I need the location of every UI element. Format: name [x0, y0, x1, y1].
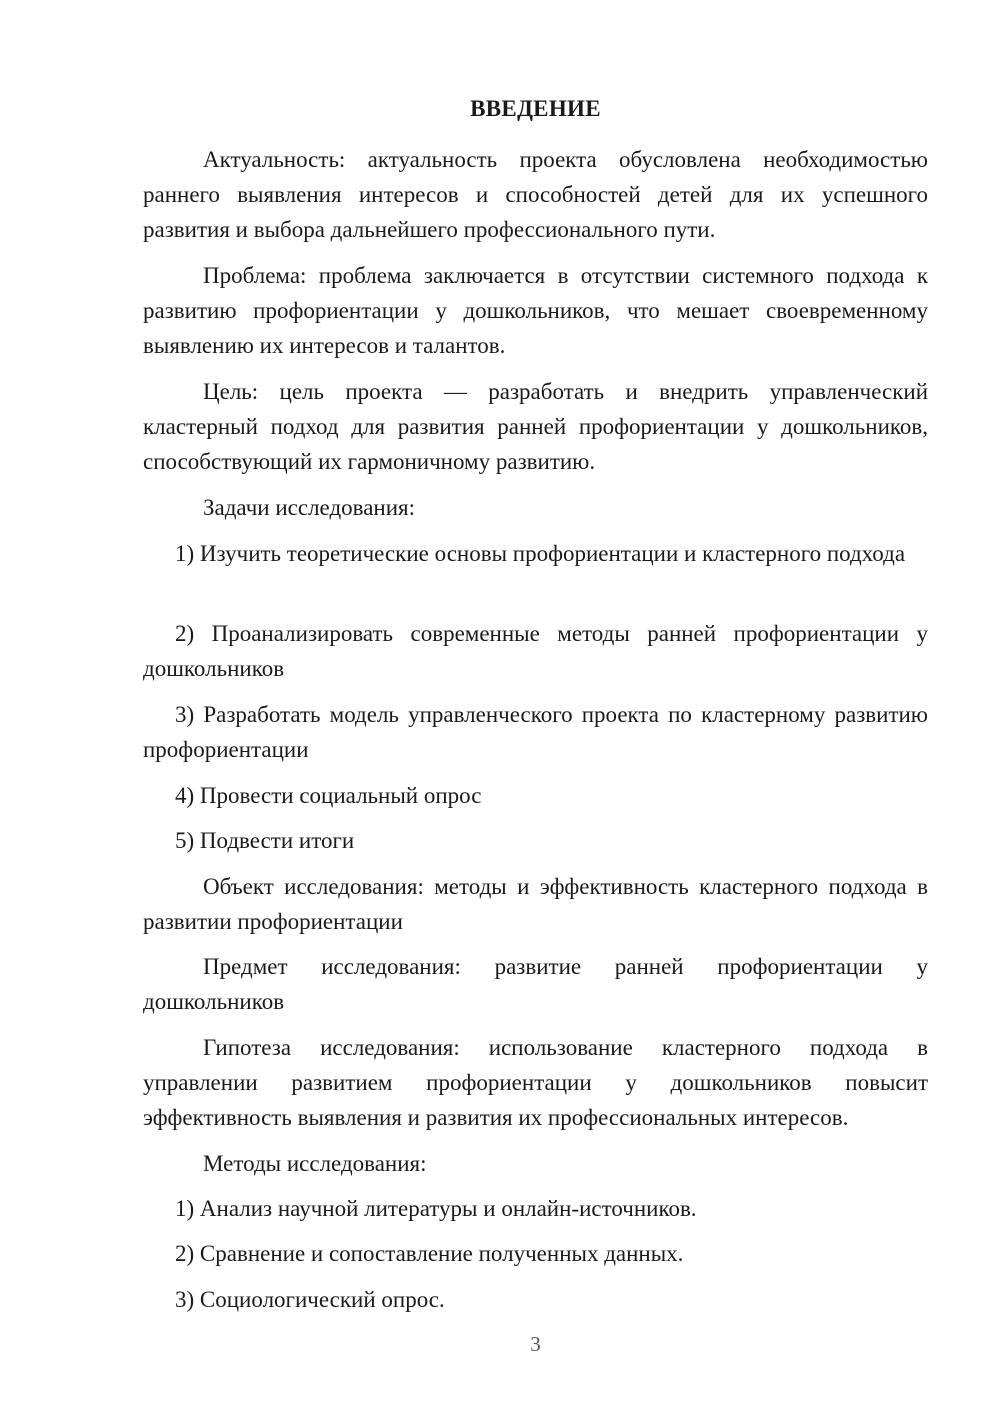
task-item: 4) Провести социальный опрос: [175, 783, 482, 808]
method-item: 2) Сравнение и сопоставление полученных данных.: [175, 1241, 684, 1266]
paragraph-relevance: Актуальность: актуальность проекта обусловлена необходимостью раннего выявления интересов и способностей детей для их успешного развития и выбора дальнейшего профессионального пути.: [143, 147, 928, 242]
task-item: 5) Подвести итоги: [175, 828, 355, 853]
section-title: ВВЕДЕНИЕ: [470, 96, 601, 121]
paragraph-goal: Цель: цель проекта — разработать и внедрить управленческий кластерный подход для развития ранней профориентации у дошкольников, способствующий их гармоничному развитию.: [143, 379, 928, 474]
paragraph-hypothesis: Гипотеза исследования: использование кластерного подхода в управлении развитием профориентации у дошкольников повысит эффективность выявления и развития их профессиональных интересов.: [143, 1035, 928, 1130]
paragraph-problem: Проблема: проблема заключается в отсутствии системного подхода к развитию профориентации у дошкольников, что мешает своевременному выявлению их интересов и талантов.: [143, 263, 928, 358]
paragraph-object: Объект исследования: методы и эффективность кластерного подхода в развитии профориентации: [143, 874, 928, 934]
method-item: 3) Социологический опрос.: [175, 1287, 445, 1312]
task-item: 2) Проанализировать современные методы ранней профориентации у дошкольников: [143, 621, 928, 681]
task-item: 1) Изучить теоретические основы профориентации и кластерного подхода: [175, 541, 906, 566]
page-number: 3: [530, 1332, 541, 1356]
methods-heading: Методы исследования:: [203, 1151, 427, 1176]
method-item: 1) Анализ научной литературы и онлайн-источников.: [175, 1196, 697, 1221]
task-item: 3) Разработать модель управленческого проекта по кластерному развитию профориентации: [143, 702, 928, 762]
tasks-heading: Задачи исследования:: [203, 495, 416, 520]
document-page: [143, 0, 928, 1414]
paragraph-subject: Предмет исследования: развитие ранней профориентации у дошкольников: [143, 954, 928, 1014]
